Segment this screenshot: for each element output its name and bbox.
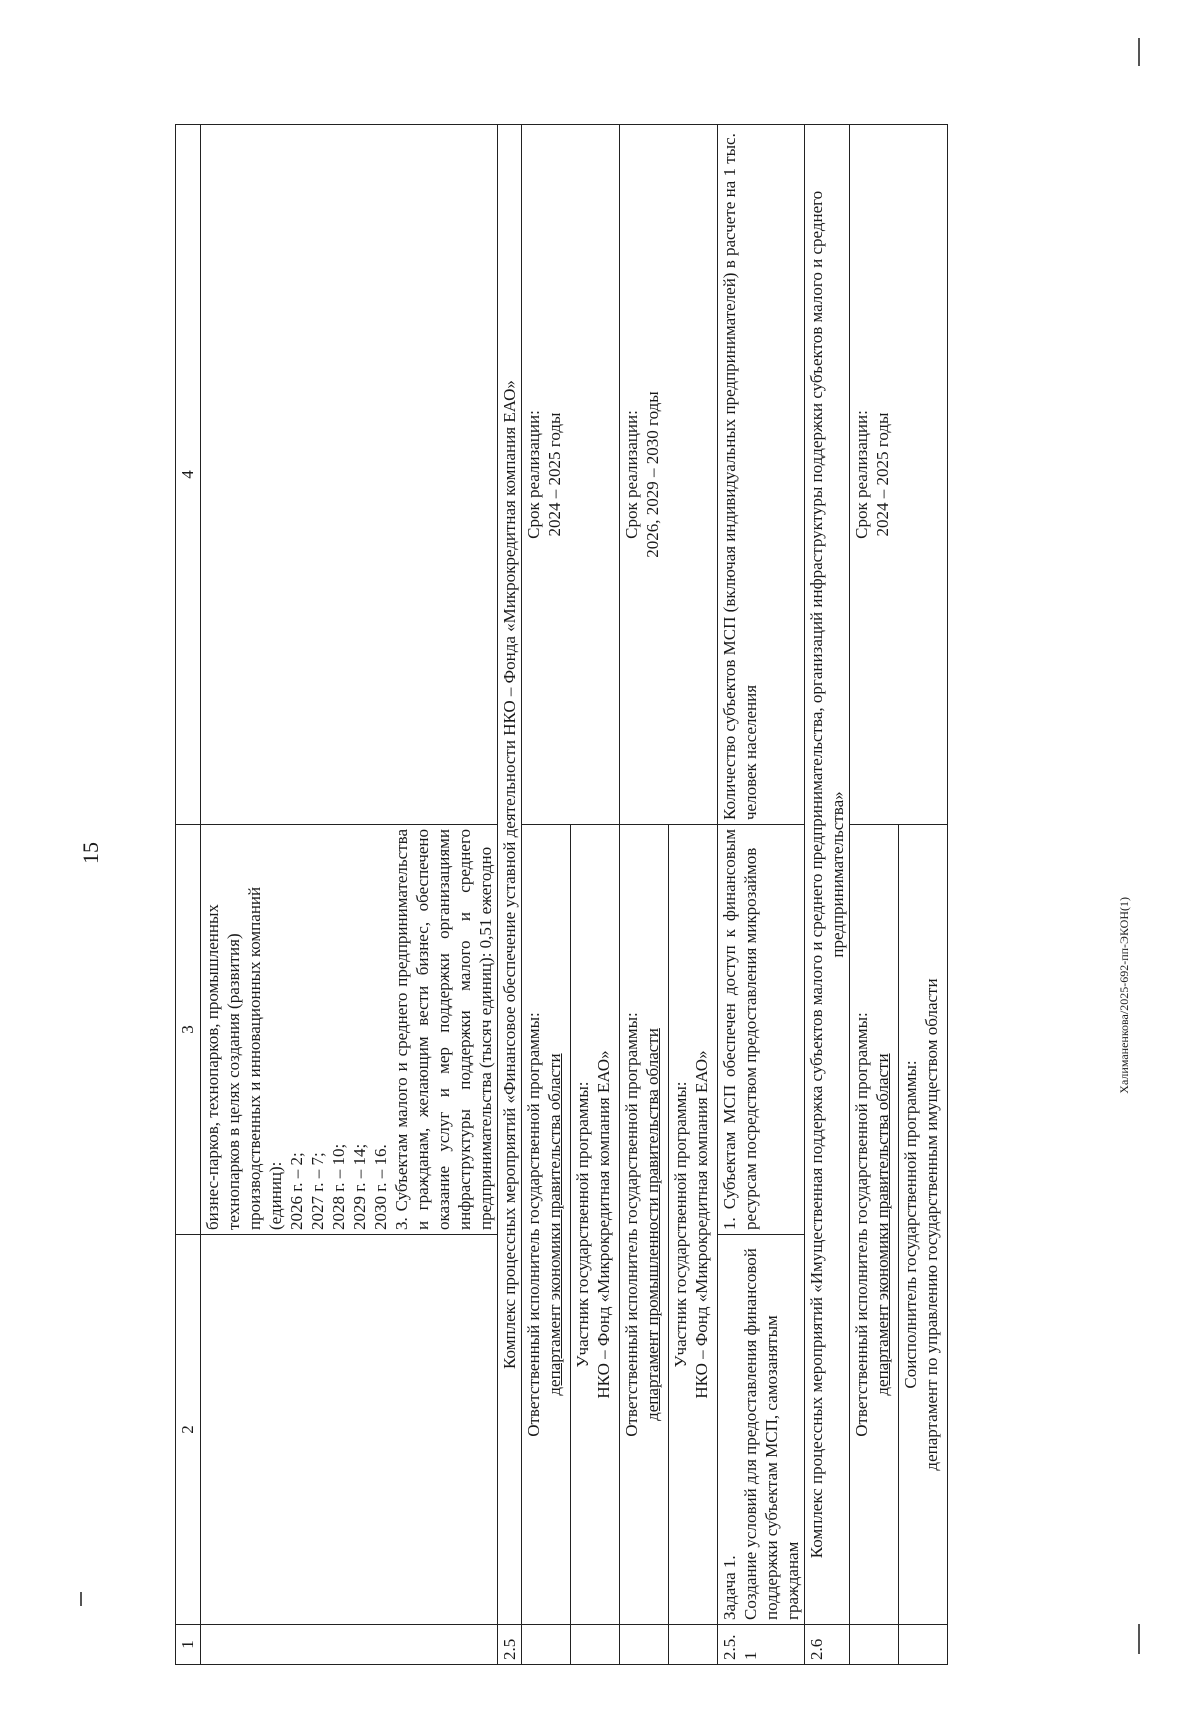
responsible-row-3 <box>850 125 899 1665</box>
section-2-5-row <box>498 125 522 1665</box>
responsible-row-2 <box>620 125 669 1665</box>
header-col-3: 3 <box>176 825 201 1235</box>
program-participant-2: Участник государственной программы: НКО – Фонд «Микрокредитная компания ЕАО» <box>669 825 718 1625</box>
responsible-executor-2: Ответственный исполнитель государственной программы: департамент промышленности правительства области <box>620 825 669 1625</box>
task-number: 2.5. 1 <box>718 1625 805 1665</box>
margin-mark <box>1138 1624 1140 1654</box>
section-title: Комплекс процессных мероприятий «Финансовое обеспечение уставной деятельности НКО – Фонда «Микрокредитная компания ЕАО» <box>498 125 522 1625</box>
header-col-4: 4 <box>176 125 201 825</box>
responsible-executor-3: Ответственный исполнитель государственной программы: департамент экономики правительства области <box>850 825 899 1625</box>
implementation-term-1: Срок реализации: 2024 – 2025 годы <box>522 125 620 825</box>
section-number: 2.6 <box>805 1625 850 1665</box>
task-description: Задача 1. Создание условий для предоставления финансовой поддержки субъектам МСП, самозанятым гражданам <box>718 1235 805 1625</box>
continuation-row <box>201 125 498 1665</box>
task-result: 1. Субъектам МСП обеспечен доступ к финансовым ресурсам посредством предоставления микрозаймов <box>718 825 805 1235</box>
section-number: 2.5 <box>498 1625 522 1665</box>
section-2-6-row <box>805 125 850 1665</box>
margin-mark <box>1138 38 1140 66</box>
header-row <box>176 125 201 1665</box>
program-participant-1: Участник государственной программы: НКО – Фонд «Микрокредитная компания ЕАО» <box>571 825 620 1625</box>
implementation-term-3: Срок реализации: 2024 – 2025 годы <box>850 125 948 825</box>
header-col-2: 2 <box>176 1235 201 1625</box>
program-coexecutor: Соисполнитель государственной программы: департамент по управлению государственным имуществом области <box>899 825 948 1625</box>
responsible-executor-1: Ответственный исполнитель государственной программы: департамент экономики правительства области <box>522 825 571 1625</box>
footer-reference: Халиманенкова/2025-692-пп-ЭКОН(1) <box>1117 897 1131 1094</box>
page-number: 15 <box>78 842 103 864</box>
section-title: Комплекс процессных мероприятий «Имущественная поддержка субъектов малого и среднего предпринимательства, организаций инфраструктуры поддержки субъектов малого и среднего предпринимательства» <box>805 125 850 1625</box>
rotated-table-container <box>175 125 941 1665</box>
program-table <box>175 124 948 1665</box>
header-col-1: 1 <box>176 1625 201 1665</box>
task-indicator: Количество субъектов МСП (включая индивидуальных предпринимателей) в расчете на 1 тыс. человек населения <box>718 125 805 825</box>
responsible-row-1 <box>522 125 571 1665</box>
document-footer <box>1117 897 1131 1557</box>
task-row <box>718 125 805 1665</box>
continuation-results: бизнес-парков, технопарков, промышленных технопарков в целях создания (развития) производственных и инновационных компаний (единиц): 2026 г. – 2; 2027 г. – 7; 2028 г. – 10; 2029 г. – 14; 2030 г. – 16. 3. Субъектам малого и среднего предпринимательства и гражданам, желающим вести бизнес, обеспечено оказание услуг и мер поддержки организациями инфраструктуры поддержки малого и среднего предпринимательства (тысяч единиц): 0,51 ежегодно <box>201 825 498 1235</box>
margin-mark <box>80 1592 82 1606</box>
implementation-term-2: Срок реализации: 2026, 2029 – 2030 годы <box>620 125 718 825</box>
